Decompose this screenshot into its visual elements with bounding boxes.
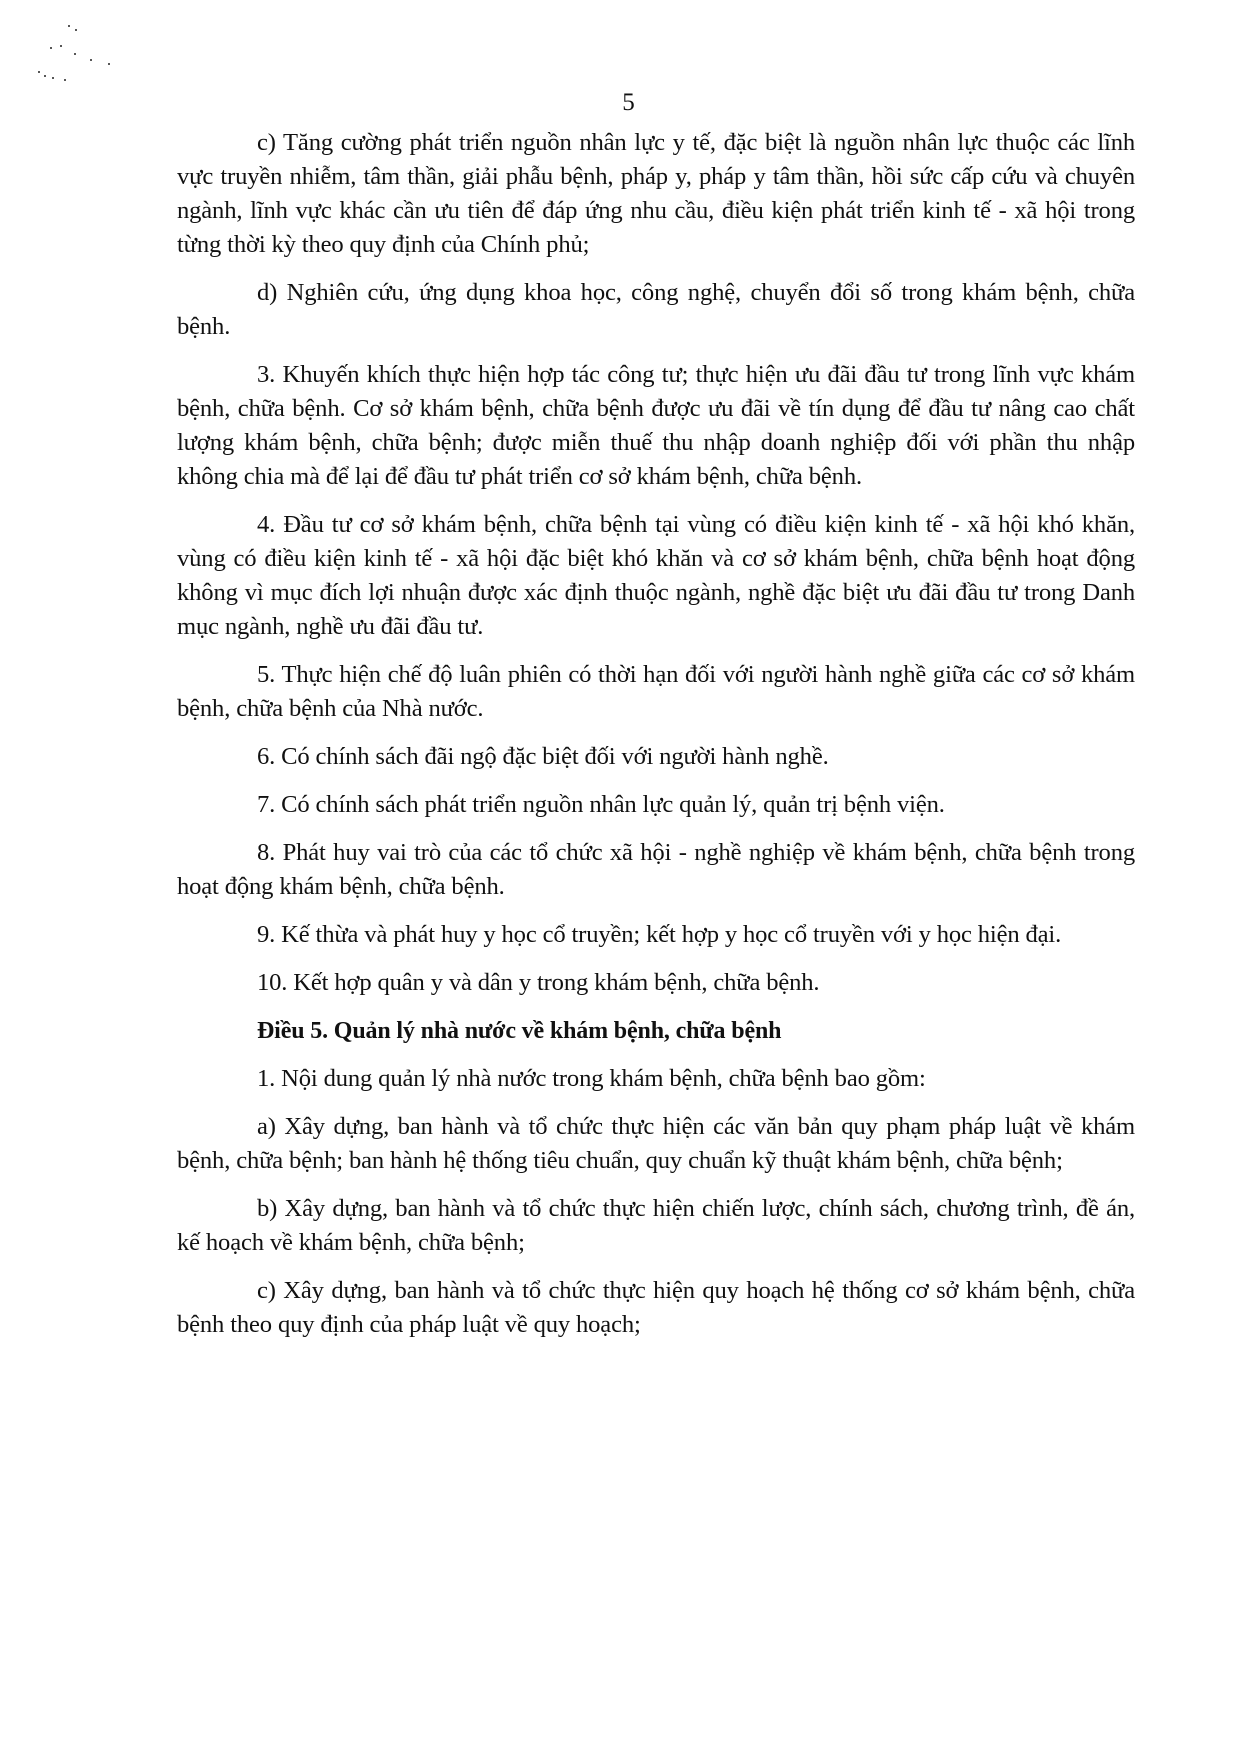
- page-number: 5: [622, 89, 635, 116]
- paragraph-8: 8. Phát huy vai trò của các tổ chức xã hội - nghề nghiệp về khám bệnh, chữa bệnh trong hoạt động khám bệnh, chữa bệnh.: [177, 839, 1135, 900]
- paragraph-7: 7. Có chính sách phát triển nguồn nhân lực quản lý, quản trị bệnh viện.: [257, 791, 945, 818]
- paragraph-9: 9. Kế thừa và phát huy y học cổ truyền; kết hợp y học cổ truyền với y học hiện đại.: [257, 921, 1062, 948]
- paragraph-2c: c) Tăng cường phát triển nguồn nhân lực y tế, đặc biệt là nguồn nhân lực thuộc các lĩnh vực truyền nhiễm, tâm thần, giải phẫu bệnh, pháp y, pháp y tâm thần, hồi sức cấp cứu và chuyên ngành, lĩnh vực khác cần ưu tiên để đáp ứng nhu cầu, điều kiện phát triển kinh tế - xã hội trong từng thời kỳ theo quy định của Chính phủ;: [177, 129, 1135, 258]
- paragraph-4: 4. Đầu tư cơ sở khám bệnh, chữa bệnh tại vùng có điều kiện kinh tế - xã hội khó khăn, vùng có điều kiện kinh tế - xã hội đặc biệt khó khăn và cơ sở khám bệnh, chữa bệnh hoạt động không vì mục đích lợi nhuận được xác định thuộc ngành, nghề đặc biệt ưu đãi đầu tư trong Danh mục ngành, nghề ưu đãi đầu tư.: [177, 511, 1135, 640]
- scan-speckles: [30, 25, 125, 95]
- paragraph-article5-1b: b) Xây dựng, ban hành và tổ chức thực hiện chiến lược, chính sách, chương trình, đề án, kế hoạch về khám bệnh, chữa bệnh;: [177, 1195, 1135, 1256]
- document-body: [177, 126, 1135, 1356]
- paragraph-article5-1a: a) Xây dựng, ban hành và tổ chức thực hiện các văn bản quy phạm pháp luật về khám bệnh, chữa bệnh; ban hành hệ thống tiêu chuẩn, quy chuẩn kỹ thuật khám bệnh, chữa bệnh;: [177, 1113, 1135, 1174]
- paragraph-5: 5. Thực hiện chế độ luân phiên có thời hạn đối với người hành nghề giữa các cơ sở khám bệnh, chữa bệnh của Nhà nước.: [177, 661, 1135, 722]
- paragraph-article5-1: 1. Nội dung quản lý nhà nước trong khám bệnh, chữa bệnh bao gồm:: [257, 1065, 926, 1092]
- article-heading: Điều 5. Quản lý nhà nước về khám bệnh, chữa bệnh: [257, 1018, 782, 1044]
- paragraph-article5-1c: c) Xây dựng, ban hành và tổ chức thực hiện quy hoạch hệ thống cơ sở khám bệnh, chữa bệnh theo quy định của pháp luật về quy hoạch;: [177, 1277, 1135, 1338]
- paragraph-3: 3. Khuyến khích thực hiện hợp tác công tư; thực hiện ưu đãi đầu tư trong lĩnh vực khám bệnh, chữa bệnh. Cơ sở khám bệnh, chữa bệnh được ưu đãi về tín dụng để đầu tư nâng cao chất lượng khám bệnh, chữa bệnh; được miễn thuế thu nhập doanh nghiệp đối với phần thu nhập không chia mà để lại để đầu tư phát triển cơ sở khám bệnh, chữa bệnh.: [177, 361, 1135, 490]
- paragraph-10: 10. Kết hợp quân y và dân y trong khám bệnh, chữa bệnh.: [257, 969, 820, 996]
- paragraph-6: 6. Có chính sách đãi ngộ đặc biệt đối với người hành nghề.: [257, 743, 829, 770]
- paragraph-2d: d) Nghiên cứu, ứng dụng khoa học, công nghệ, chuyển đổi số trong khám bệnh, chữa bệnh.: [177, 279, 1135, 340]
